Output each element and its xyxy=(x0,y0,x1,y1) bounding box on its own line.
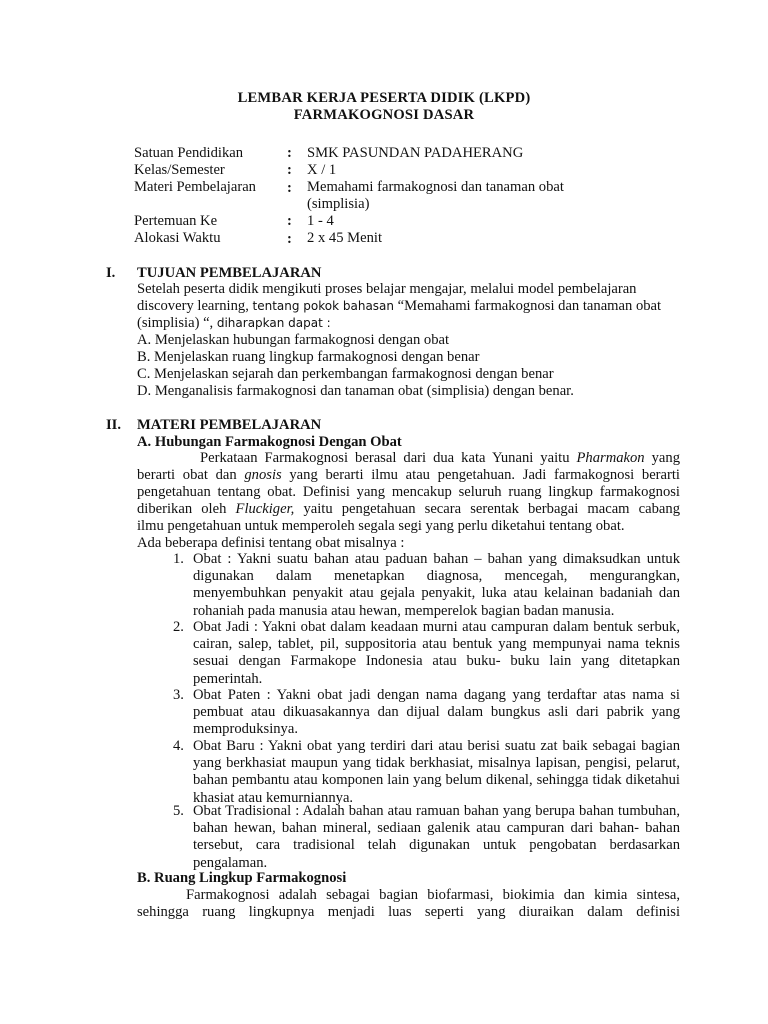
list-item: Obat Jadi : Yakni obat dalam keadaan murni atau campuran dalam bentuk serbuk, cairan, salep, tablet, pil, suppositoria atau bentuk yang mempunyai nama teknis sesuai dengan Farmakope Indonesia atau buku- buku lain yang ditetapkan pemerintah. xyxy=(193,619,680,687)
body-text: ilmu pengetahuan untuk memperoleh segala segi yang perlu diketahui tentang obat. xyxy=(137,518,625,534)
body-text: sehingga ruang lingkupnya menjadi luas seperti yang diuraikan dalam definisi xyxy=(137,904,680,920)
section-number: I. xyxy=(106,265,116,281)
header-value: Memahami farmakognosi dan tanaman obat xyxy=(307,179,564,195)
objective-item: D. Menganalisis farmakognosi dan tanaman obat (simplisia) dengan benar. xyxy=(137,383,574,399)
text-run: yang berarti ilmu atau pengetahuan. Jadi farmakognosi berarti xyxy=(281,467,680,483)
text-run: diberikan oleh xyxy=(137,501,236,517)
body-text xyxy=(137,467,680,484)
header-label: Alokasi Waktu xyxy=(134,230,221,246)
header-value: 2 x 45 Menit xyxy=(307,230,382,246)
text-run: yang xyxy=(644,450,680,466)
list-item: Obat : Yakni suatu bahan atau paduan bahan – bahan yang dimaksudkan untuk digunakan dalam menetapkan diagnosa, mencegah, mengurangkan, menyembuhkan penyakit atau gejala penyakit, luka atau kelainan badaniah dan rohaniah pada manusia atau hewan, memperelok bagian badan manusia. xyxy=(193,551,680,619)
body-text xyxy=(137,298,661,315)
list-number: 2. xyxy=(173,619,184,635)
body-text: Farmakognosi adalah sebagai bagian biofarmasi, biokimia dan kimia sintesa, xyxy=(186,887,680,903)
header-value: X / 1 xyxy=(307,162,337,178)
text-run-sans: tentang pokok bahasan xyxy=(252,299,395,313)
text-run: yaitu pengetahuan secara serentak berbagai macam cabang xyxy=(294,501,680,517)
header-colon: : xyxy=(287,231,292,247)
document-title: LEMBAR KERJA PESERTA DIDIK (LKPD) xyxy=(237,90,531,106)
objective-item: C. Menjelaskan sejarah dan perkembangan farmakognosi dengan benar xyxy=(137,366,554,382)
text-run: berarti obat dan xyxy=(137,467,245,483)
text-run: Perkataan Farmakognosi berasal dari dua kata Yunani yaitu xyxy=(200,450,577,466)
text-run-italic: gnosis xyxy=(244,467,282,483)
document-subtitle: FARMAKOGNOSI DASAR xyxy=(293,107,475,123)
body-text xyxy=(137,315,331,332)
text-run: discovery learning, xyxy=(137,298,253,314)
header-colon: : xyxy=(287,180,292,196)
body-text: Ada beberapa definisi tentang obat misalnya : xyxy=(137,535,405,551)
header-label: Pertemuan Ke xyxy=(134,213,218,229)
text-run: “Memahami farmakognosi dan tanaman obat xyxy=(394,298,662,314)
objective-item: B. Menjelaskan ruang lingkup farmakognosi dengan benar xyxy=(137,349,480,365)
list-item: Obat Baru : Yakni obat yang terdiri dari atau berisi suatu zat baik sebagai bagian yang berkhasiat maupun yang tidak berkhasiat, misalnya lapisan, pengisi, pelarut, bahan pembantu atau komponen lain yang belum dikenal, sehingga tidak diketahui khasiat atau kemurniannya. xyxy=(193,738,680,806)
subsection-title: B. Ruang Lingkup Farmakognosi xyxy=(137,870,347,886)
header-colon: : xyxy=(287,162,292,178)
body-text: Setelah peserta didik mengikuti proses belajar mengajar, melalui model pembelajaran xyxy=(137,281,637,297)
section-title: TUJUAN PEMBELAJARAN xyxy=(137,265,322,281)
section-title: MATERI PEMBELAJARAN xyxy=(137,417,322,433)
body-text xyxy=(200,450,680,467)
header-label: Kelas/Semester xyxy=(134,162,225,178)
header-value: SMK PASUNDAN PADAHERANG xyxy=(307,145,524,161)
text-run-italic: Fluckiger, xyxy=(235,501,295,517)
header-value: 1 - 4 xyxy=(307,213,334,229)
list-item: Obat Paten : Yakni obat jadi dengan nama dagang yang terdaftar atas nama si pembuat atau dikuasakannya dan dijual dalam bungkus asli dari pabrik yang memproduksinya. xyxy=(193,687,680,738)
text-run: (simplisia) “, xyxy=(137,315,217,331)
section-number: II. xyxy=(106,417,122,433)
list-number: 5. xyxy=(173,803,184,819)
header-label: Materi Pembelajaran xyxy=(134,179,256,195)
text-run-italic: Pharmakon xyxy=(576,450,645,466)
header-value-continued: (simplisia) xyxy=(307,196,370,212)
text-run-sans: diharapkan dapat : xyxy=(216,316,331,330)
list-number: 4. xyxy=(173,738,184,754)
list-number: 1. xyxy=(173,551,184,567)
subsection-title: A. Hubungan Farmakognosi Dengan Obat xyxy=(137,434,402,450)
body-text: pengetahuan tentang obat. Definisi yang mencakup seluruh ruang lingkup farmakognosi xyxy=(137,484,680,500)
objective-item: A. Menjelaskan hubungan farmakognosi dengan obat xyxy=(137,332,450,348)
header-colon: : xyxy=(287,145,292,161)
list-number: 3. xyxy=(173,687,184,703)
header-label: Satuan Pendidikan xyxy=(134,145,244,161)
body-text xyxy=(137,501,680,518)
list-item: Obat Tradisional : Adalah bahan atau ramuan bahan yang berupa bahan tumbuhan, bahan hewan, bahan mineral, sediaan galenik atau campuran dari bahan- bahan tersebut, cara tradisional telah digunakan untuk pengobatan berdasarkan pengalaman. xyxy=(193,803,680,871)
header-colon: : xyxy=(287,213,292,229)
